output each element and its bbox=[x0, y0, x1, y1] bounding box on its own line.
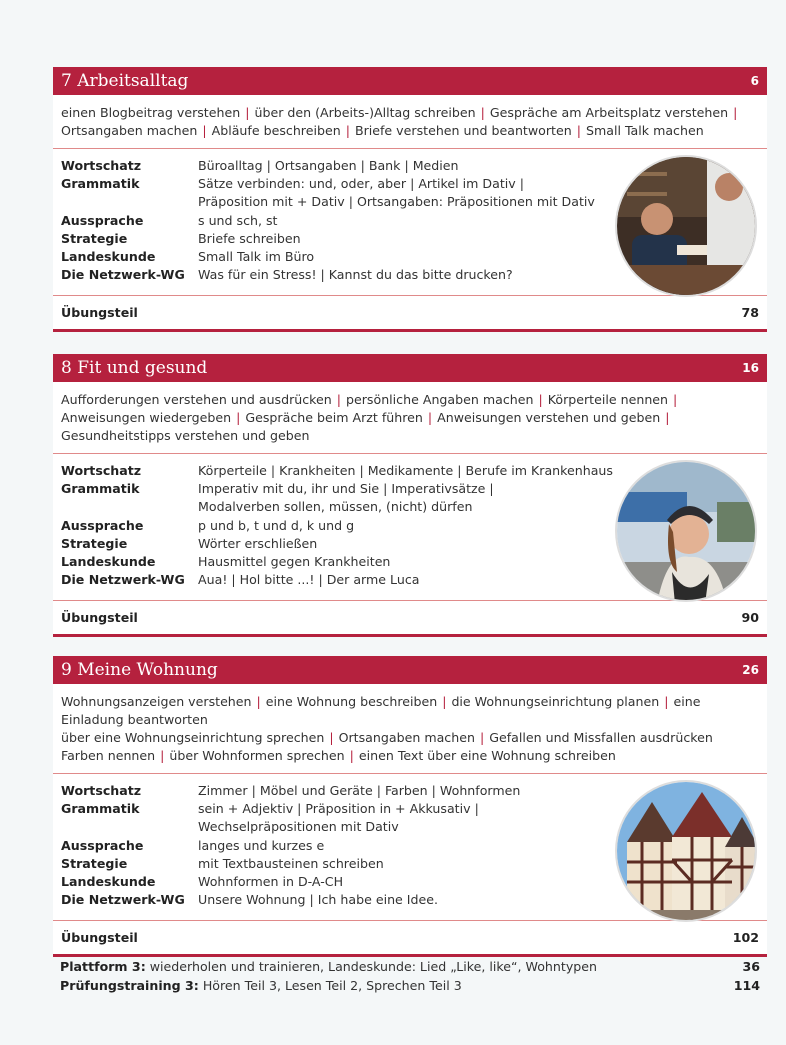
pruefung-page: 114 bbox=[733, 978, 760, 993]
uebungsteil-label: Übungsteil bbox=[61, 610, 138, 625]
goal: über den (Arbeits-)Alltag schreiben bbox=[254, 105, 476, 120]
unit-page-number: 26 bbox=[742, 663, 759, 677]
unit-9 bbox=[53, 656, 767, 957]
netzwerk-wg-value: Was für ein Stress! | Kannst du das bitte drucken? bbox=[198, 267, 513, 283]
goal: Ortsangaben machen bbox=[61, 123, 198, 138]
half-timbered-houses-photo bbox=[615, 780, 757, 922]
label-netzwerk-wg: Die Netzwerk-WG bbox=[61, 572, 185, 588]
goal: Anweisungen verstehen und geben bbox=[437, 410, 661, 425]
pruefung-text: Hören Teil 3, Lesen Teil 2, Sprechen Teil 3 bbox=[198, 978, 462, 993]
label-grammatik: Grammatik bbox=[61, 801, 140, 817]
label-aussprache: Aussprache bbox=[61, 517, 144, 533]
grammatik-value-1: Sätze verbinden: und, oder, aber | Artikel im Dativ | bbox=[198, 176, 524, 192]
grammatik-value-2: Wechselpräpositionen mit Dativ bbox=[198, 819, 399, 835]
goal: einen Blogbeitrag verstehen bbox=[61, 105, 241, 120]
aussprache-value: s und sch, st bbox=[198, 212, 278, 228]
unit-header bbox=[53, 656, 767, 684]
grammatik-value-1: Imperativ mit du, ihr und Sie | Imperativsätze | bbox=[198, 481, 494, 497]
strategie-value: Wörter erschließen bbox=[198, 535, 318, 551]
plattform-row bbox=[60, 957, 760, 976]
unit-goals: einen Blogbeitrag verstehen | über den (Arbeits-)Alltag schreiben | Gespräche am Arbeitsplatz verstehen | Ortsangaben machen | Abläufe beschreiben | Briefe verstehen und beantworten | Small Talk machen bbox=[53, 95, 767, 149]
goal: Wohnungsanzeigen verstehen bbox=[61, 694, 252, 709]
goal: Farben nennen bbox=[61, 748, 156, 763]
goal: Körperteile nennen bbox=[547, 392, 669, 407]
label-strategie: Strategie bbox=[61, 855, 128, 871]
landeskunde-value: Wohnformen in D-A-CH bbox=[198, 874, 344, 890]
netzwerk-wg-value: Unsere Wohnung | Ich habe eine Idee. bbox=[198, 892, 439, 908]
uebungsteil-page: 90 bbox=[741, 610, 759, 625]
unit-details bbox=[53, 774, 767, 921]
label-netzwerk-wg: Die Netzwerk-WG bbox=[61, 267, 185, 283]
goal: Gesundheitstipps verstehen und geben bbox=[61, 428, 310, 443]
label-strategie: Strategie bbox=[61, 230, 128, 246]
label-wortschatz: Wortschatz bbox=[61, 783, 142, 798]
landeskunde-value: Small Talk im Büro bbox=[198, 249, 315, 265]
unit-title: 9 Meine Wohnung bbox=[61, 660, 218, 680]
uebungsteil-page: 102 bbox=[732, 930, 759, 945]
unit-header bbox=[53, 67, 767, 95]
office-counter-photo bbox=[615, 155, 757, 297]
goal: die Wohnungseinrichtung planen bbox=[451, 694, 660, 709]
label-wortschatz: Wortschatz bbox=[61, 463, 142, 478]
goal: Abläufe beschreiben bbox=[211, 123, 341, 138]
pruefung-row bbox=[60, 976, 760, 995]
goal: Ortsangaben machen bbox=[338, 730, 475, 745]
pruefung-label: Prüfungstraining 3: bbox=[60, 978, 199, 993]
goal: einen Text über eine Wohnung schreiben bbox=[358, 748, 616, 763]
cyclist-woman-photo bbox=[615, 460, 757, 602]
uebungsteil-label: Übungsteil bbox=[61, 305, 138, 320]
label-aussprache: Aussprache bbox=[61, 212, 144, 228]
goal: Gespräche am Arbeitsplatz verstehen bbox=[489, 105, 729, 120]
aussprache-value: p und b, t und d, k und g bbox=[198, 517, 355, 533]
wortschatz-value: Zimmer | Möbel und Geräte | Farben | Wohnformen bbox=[198, 783, 521, 798]
toc-footer bbox=[60, 957, 760, 995]
goal: persönliche Angaben machen bbox=[346, 392, 534, 407]
unit-page-number: 16 bbox=[742, 361, 759, 375]
goal: über eine Wohnungseinrichtung sprechen bbox=[61, 730, 325, 745]
goal: Gefallen und Missfallen ausdrücken bbox=[489, 730, 713, 745]
unit-title: 7 Arbeitsalltag bbox=[61, 71, 189, 91]
uebungsteil-row bbox=[53, 601, 767, 637]
uebungsteil-label: Übungsteil bbox=[61, 930, 138, 945]
unit-7 bbox=[53, 67, 767, 332]
grammatik-value-2: Modalverben sollen, müssen, (nicht) dürfen bbox=[198, 499, 473, 515]
unit-title: 8 Fit und gesund bbox=[61, 358, 208, 378]
label-landeskunde: Landeskunde bbox=[61, 874, 156, 890]
strategie-value: mit Textbausteinen schreiben bbox=[198, 855, 384, 871]
plattform-text: wiederholen und trainieren, Landeskunde: Lied „Like, like“, Wohntypen bbox=[145, 959, 598, 974]
wortschatz-value: Körperteile | Krankheiten | Medikamente | Berufe im Krankenhaus bbox=[198, 463, 613, 478]
goal: eine Einladung beantworten bbox=[61, 694, 701, 727]
unit-goals: Aufforderungen verstehen und ausdrücken | persönliche Angaben machen | Körperteile nennen | Anweisungen wiedergeben | Gespräche beim Arzt führen | Anweisungen verstehen und geben | Gesundheitstipps verstehen und geben bbox=[53, 382, 767, 454]
uebungsteil-page: 78 bbox=[741, 305, 759, 320]
goal: Aufforderungen verstehen und ausdrücken bbox=[61, 392, 332, 407]
label-strategie: Strategie bbox=[61, 535, 128, 551]
label-landeskunde: Landeskunde bbox=[61, 249, 156, 265]
goal: Briefe verstehen und beantworten bbox=[354, 123, 572, 138]
netzwerk-wg-value: Aua! | Hol bitte ...! | Der arme Luca bbox=[198, 572, 420, 588]
goal: Anweisungen wiedergeben bbox=[61, 410, 232, 425]
landeskunde-value: Hausmittel gegen Krankheiten bbox=[198, 554, 391, 570]
unit-details bbox=[53, 454, 767, 601]
grammatik-value-1: sein + Adjektiv | Präposition in + Akkusativ | bbox=[198, 801, 479, 817]
unit-goals: Wohnungsanzeigen verstehen | eine Wohnung beschreiben | die Wohnungseinrichtung planen | eine Einladung beantworten über eine Wohnungseinrichtung sprechen | Ortsangaben machen | Gefallen und Missfallen ausdrücken Farben nennen | über Wohnformen sprechen | einen Text über eine Wohnung schreiben bbox=[53, 684, 767, 774]
aussprache-value: langes und kurzes e bbox=[198, 837, 325, 853]
goal: eine Wohnung beschreiben bbox=[265, 694, 438, 709]
unit-8 bbox=[53, 354, 767, 637]
grammatik-value-2: Präposition mit + Dativ | Ortsangaben: Präpositionen mit Dativ bbox=[198, 194, 595, 210]
unit-page-number: 6 bbox=[750, 74, 759, 88]
unit-details bbox=[53, 149, 767, 296]
plattform-page: 36 bbox=[742, 959, 760, 974]
label-landeskunde: Landeskunde bbox=[61, 554, 156, 570]
wortschatz-value: Büroalltag | Ortsangaben | Bank | Medien bbox=[198, 158, 459, 173]
uebungsteil-row bbox=[53, 296, 767, 332]
goal: Small Talk machen bbox=[585, 123, 704, 138]
label-grammatik: Grammatik bbox=[61, 176, 140, 192]
uebungsteil-row bbox=[53, 921, 767, 957]
goal: Gespräche beim Arzt führen bbox=[245, 410, 423, 425]
plattform-label: Plattform 3: bbox=[60, 959, 146, 974]
strategie-value: Briefe schreiben bbox=[198, 230, 301, 246]
unit-header bbox=[53, 354, 767, 382]
label-wortschatz: Wortschatz bbox=[61, 158, 142, 173]
goal: über Wohnformen sprechen bbox=[169, 748, 345, 763]
label-aussprache: Aussprache bbox=[61, 837, 144, 853]
label-netzwerk-wg: Die Netzwerk-WG bbox=[61, 892, 185, 908]
label-grammatik: Grammatik bbox=[61, 481, 140, 497]
